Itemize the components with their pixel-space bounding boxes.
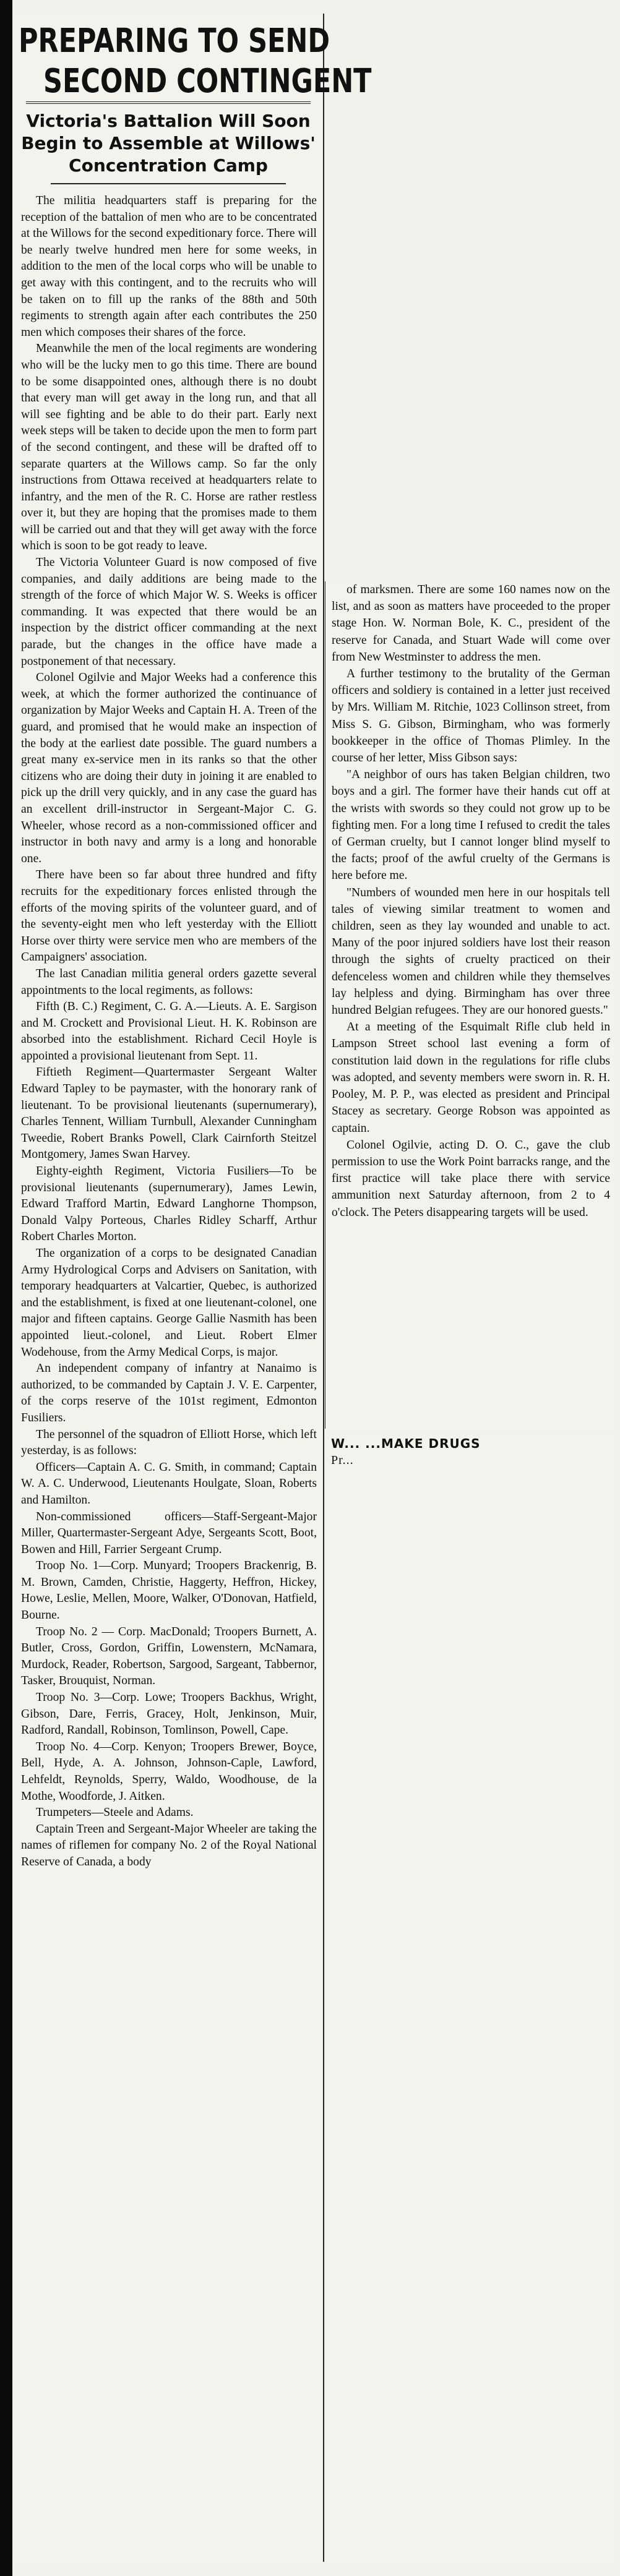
subheadline-rule: [51, 183, 286, 184]
article-paragraph: Eighty-eighth Regiment, Victoria Fusiliers—To be provisional lieutenants (supernumerary), James Lewin, Edward Trafford Martin, Edward Langhorne Thompson, Donald Valpy Porteous, Charles Ridley Scharff, Arthur Robert Charles Morton.: [21, 1165, 317, 1244]
adjacent-text-fragment: Pr...: [331, 1453, 354, 1467]
headline-line-2: SECOND CONTINGENT: [43, 62, 372, 101]
article-paragraph: Captain Treen and Sergeant-Major Wheeler are taking the names of riflemen for company No. 2 of the Royal National Reserve of Canada, a body: [21, 1822, 317, 1868]
article-paragraph: "Numbers of wounded men here in our hospitals tell tales of viewing similar treatment to women and children, seen as they lay wounded and unable to act. Many of the poor injured soldiers have lost their reason through the sights of cruelty practiced on their defenceless women and children while they themselves lay helpless and dying. Birmingham has over three hundred Belgian refugees. They are our honored guests.": [332, 886, 610, 1017]
article-paragraph: A further testimony to the brutality of the German officers and soldiery is contained in a letter just received by Mrs. William M. Ritchie, 1023 Collinson street, from Miss S. G. Gibson, Birmingham, who was formerly bookkeeper in the office of Thomas Plimley. In the course of her letter, Miss Gibson says:: [332, 667, 610, 765]
article-subheadline: Victoria's Battalion Will Soon Begin to Assemble at Willows' Concentration Camp: [21, 111, 316, 176]
article-paragraph: Troop No. 4—Corp. Kenyon; Troopers Brewer, Boyce, Bell, Hyde, A. A. Johnson, Johnson-Caple, Lawford, Lehfeldt, Reynolds, Sperry, Waldo, Woodhouse, de la Mothe, Woodforde, J. Aitken.: [21, 1740, 317, 1803]
article-paragraph: An independent company of infantry at Nanaimo is authorized, to be commanded by Captain J. V. E. Carpenter, of the corps reserve of the 101st regiment, Edmonton Fusiliers.: [21, 1362, 317, 1424]
article-column-2: [325, 581, 616, 1429]
adjacent-headline: W... ...MAKE DRUGS: [331, 1436, 481, 1451]
article-headline: [19, 21, 372, 101]
article-paragraph: Colonel Ogilvie, acting D. O. C., gave the club permission to use the Work Point barracks range, and the first practice will take place there with service ammunition next Saturday afternoon, from 2 to 4 o'clock. The Peters disappearing targets will be used.: [332, 1138, 610, 1219]
article-paragraph: Non-commissioned officers—Staff-Sergeant-Major Miller, Quartermaster-Sergeant Adye, Sergeants Scott, Boot, Bowen and Hill, Farrier Sergeant Crump.: [21, 1510, 317, 1556]
article-paragraph: There have been so far about three hundred and fifty recruits for the expeditionary forces enlisted through the efforts of the moving spirits of the volunteer guard, and of the seventy-eight men who left yesterday with the Elliott Horse over thirty were service men who are members of the Campaigners' association.: [21, 868, 317, 964]
article-column-1: [14, 14, 372, 2562]
article-paragraph: Trumpeters—Steele and Adams.: [36, 1806, 194, 1820]
article-paragraph: of marksmen. There are some 160 names now on the list, and as soon as matters have proceeded to the proper stage Hon. W. Norman Bole, K. C., president of the reserve for Canada, and Stuart Wade will come over from New Westminster to address the men.: [332, 583, 610, 664]
article-paragraph: Meanwhile the men of the local regiments are wondering who will be the lucky men to go this time. There are bound to be some disappointed ones, although there is no doubt that every man will get away in the long run, and that all will see fighting and be able to do their part. Early next week steps will be taken to decide upon the men to form part of the second contingent, and these will be drafted off to separate quarters at the Willows camp. So far the only instructions from Ottawa received at headquarters relate to infantry, and the men of the R. C. Horse are rather restless over it, but they are hoping that the promises made to them will be carried out and that they will get away with the force which is soon to be got ready to leave.: [21, 342, 317, 553]
headline-line-1: PREPARING TO SEND: [19, 22, 330, 61]
adjacent-article-fragment: [325, 1434, 616, 2562]
article-body-column-2: [325, 581, 616, 1221]
article-paragraph: Troop No. 2 — Corp. MacDonald; Troopers Burnett, A. Butler, Cross, Gordon, Griffin, Lowenstern, McNamara, Murdock, Reader, Robertson, Sargood, Sargeant, Tabbernor, Tasker, Brouquist, Norman.: [21, 1625, 317, 1688]
article-paragraph: The last Canadian militia general orders gazette several appointments to the local regiments, as follows:: [21, 967, 317, 997]
article-paragraph: The personnel of the squadron of Elliott Horse, which left yesterday, is as follows:: [21, 1427, 317, 1458]
article-paragraph: The organization of a corps to be designated Canadian Army Hydrological Corps and Advisers on Sanitation, with temporary headquarters at Valcartier, Quebec, is authorized and the establishment, is fixed at one lieutenant-colonel, one major and fifteen captains. George Gallie Nasmith has been appointed lieut.-colonel, and Lieut. Robert Elmer Wodehouse, from the Army Medical Corps, is major.: [21, 1247, 317, 1359]
black-margin-strip: [0, 0, 12, 2576]
article-paragraph: The militia headquarters staff is preparing for the reception of the battalion of men who are to be concentrated at the Willows for the second expeditionary force. There will be nearly twelve hundred men here for some weeks, in addition to the men of the local corps who will be unable to get away with this contingent, and to the recruits who will be taken on to fill up the ranks of the 88th and 50th regiments to strength again after each contributes the 250 men which composes their shares of the force.: [21, 194, 317, 339]
article-paragraph: At a meeting of the Esquimalt Rifle club held in Lampson Street school last evening a form of constitution laid down in the regulations for rifle clubs was adopted, and seventy members were sworn in. R. H. Pooley, M. P. P., was elected as president and Principal Stacey as secretary. George Robson was appointed as captain.: [332, 1021, 610, 1135]
article-paragraph: Fifth (B. C.) Regiment, C. G. A.—Lieuts. A. E. Sargison and M. Crockett and Provisional Lieut. H. K. Robinson are absorbed into the establishment. Richard Cecil Hoyle is appointed a provisional lieutenant from Sept. 11.: [21, 1000, 317, 1063]
article-paragraph: Colonel Ogilvie and Major Weeks had a conference this week, at which the former authorized the continuance of organization by Major Weeks and Captain H. A. Treen of the guard, and promised that he would make an inspection of the body at the earliest date possible. The guard numbers a great many ex-service men in its ranks so that the other citizens who are doing their duty in joining it are enabled to pick up the drill very quickly, and in any case the guard has an excellent drill-instructor in Sergeant-Major C. G. Wheeler, whose record as a non-commissioned officer and instructor in both navy and army is a long and honorable one.: [21, 671, 317, 865]
article-paragraph: Troop No. 3—Corp. Lowe; Troopers Backhus, Wright, Gibson, Dare, Ferris, Gracey, Holt, Jenkinson, Muir, Radford, Randall, Robinson, Tomlinson, Powell, Cape.: [21, 1691, 317, 1737]
article-paragraph: "A neighbor of ours has taken Belgian children, two boys and a girl. The former have their hands cut off at the wrists with swords so they could not grow up to be fighting men. For a long time I refused to credit the tales of German cruelty, but I cannot longer blind myself to the facts; proof of the awful cruelty of the Germans is here before me.: [332, 768, 610, 883]
article-body-column-1: [14, 193, 323, 1871]
article-paragraph: The Victoria Volunteer Guard is now composed of five companies, and daily additions are being made to the strength of the force of which Major W. S. Weeks is officer commanding. It was expected that there would be an inspection by the district officer commanding at the next parade, but the changes in the office have made a postponement of that necessary.: [21, 556, 317, 668]
article-paragraph: Fiftieth Regiment—Quartermaster Sergeant Walter Edward Tapley to be paymaster, with the honorary rank of lieutenant. To be provisional lieutenants (supernumerary), Charles Tennent, William Turnbull, Alexander Cunningham Tweedie, Robert Branks Powell, Clark Cairnforth Steitzel Montgomery, James Swan Harvey.: [21, 1066, 317, 1162]
article-paragraph: Officers—Captain A. C. G. Smith, in command; Captain W. A. C. Underwood, Lieutenants Houlgate, Sloan, Roberts and Hamilton.: [21, 1460, 317, 1507]
article-paragraph: Troop No. 1—Corp. Munyard; Troopers Brackenrig, B. M. Brown, Camden, Christie, Haggerty, Heffron, Hickey, Howe, Leslie, Mellen, Moore, Walker, O'Donovan, Hatfield, Bourne.: [21, 1559, 317, 1622]
headline-rule: [26, 101, 311, 104]
